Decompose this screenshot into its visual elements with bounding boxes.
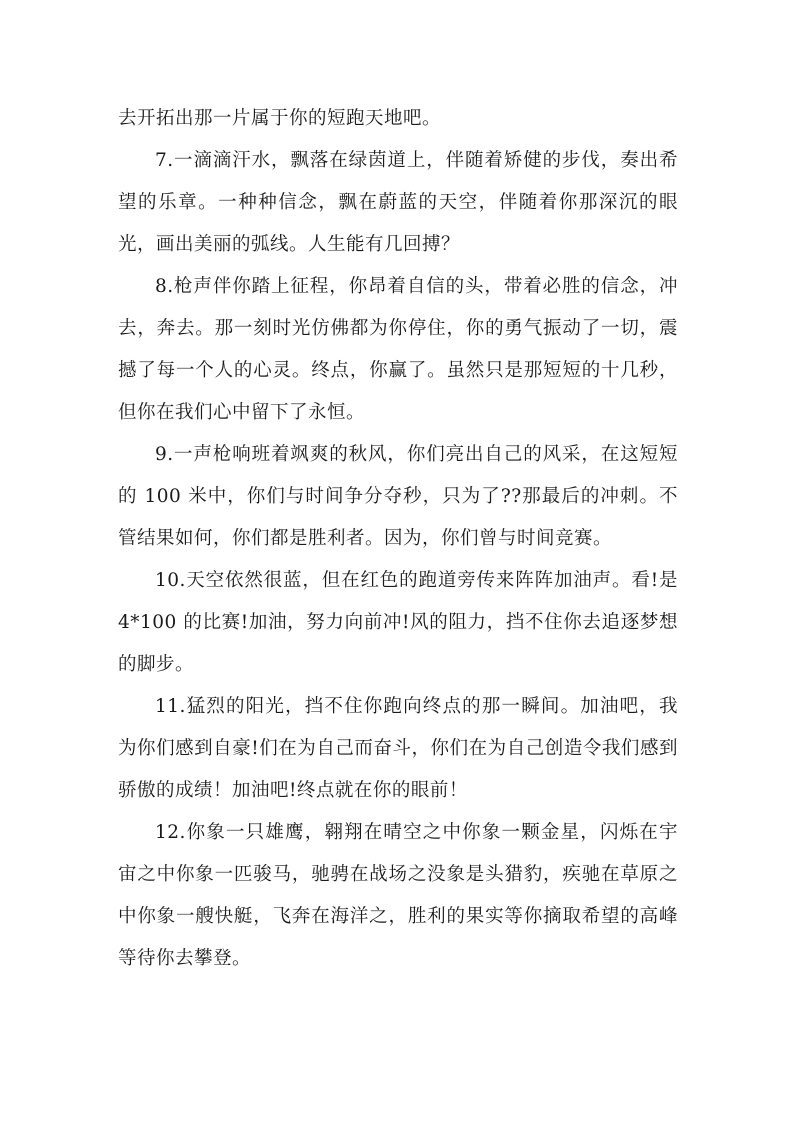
paragraph-8: 8.枪声伴你踏上征程，你昂着自信的头，带着必胜的信念，冲去，奔去。那一刻时光仿佛都为你停住，你的勇气振动了一切，震撼了每一个人的心灵。终点，你赢了。虽然只是那短短的十几秒，但你在我们心中留下了永恒。 — [118, 276, 678, 423]
paragraph-10: 10.天空依然很蓝，但在红色的跑道旁传来阵阵加油声。看!是 4*100 的比赛!加油，努力向前冲!风的阻力，挡不住你去追逐梦想的脚步。 — [118, 570, 678, 675]
document-body — [118, 98, 678, 980]
paragraph-continued: 去开拓出那一片属于你的短跑天地吧。 — [118, 108, 442, 129]
paragraph-12: 12.你象一只雄鹰，翱翔在晴空之中你象一颗金星，闪烁在宇宙之中你象一匹骏马，驰骋在战场之没象是头猎豹，疾驰在草原之中你象一艘快艇，飞奔在海洋之，胜利的果实等你摘取希望的高峰等待你去攀登。 — [118, 822, 678, 969]
paragraph-11: 11.猛烈的阳光，挡不住你跑向终点的那一瞬间。加油吧，我为你们感到自豪!们在为自己而奋斗，你们在为自己创造令我们感到骄傲的成绩！加油吧!终点就在你的眼前！ — [118, 696, 678, 801]
paragraph-7: 7.一滴滴汗水，飘落在绿茵道上，伴随着矫健的步伐，奏出希望的乐章。一种种信念，飘在蔚蓝的天空，伴随着你那深沉的眼光，画出美丽的弧线。人生能有几回搏？ — [118, 150, 678, 255]
paragraph-9: 9.一声枪响班着飒爽的秋风，你们亮出自己的风采，在这短短的 100 米中，你们与时间争分夺秒，只为了??那最后的冲刺。不管结果如何，你们都是胜利者。因为，你们曾与时间竞赛。 — [118, 444, 678, 549]
